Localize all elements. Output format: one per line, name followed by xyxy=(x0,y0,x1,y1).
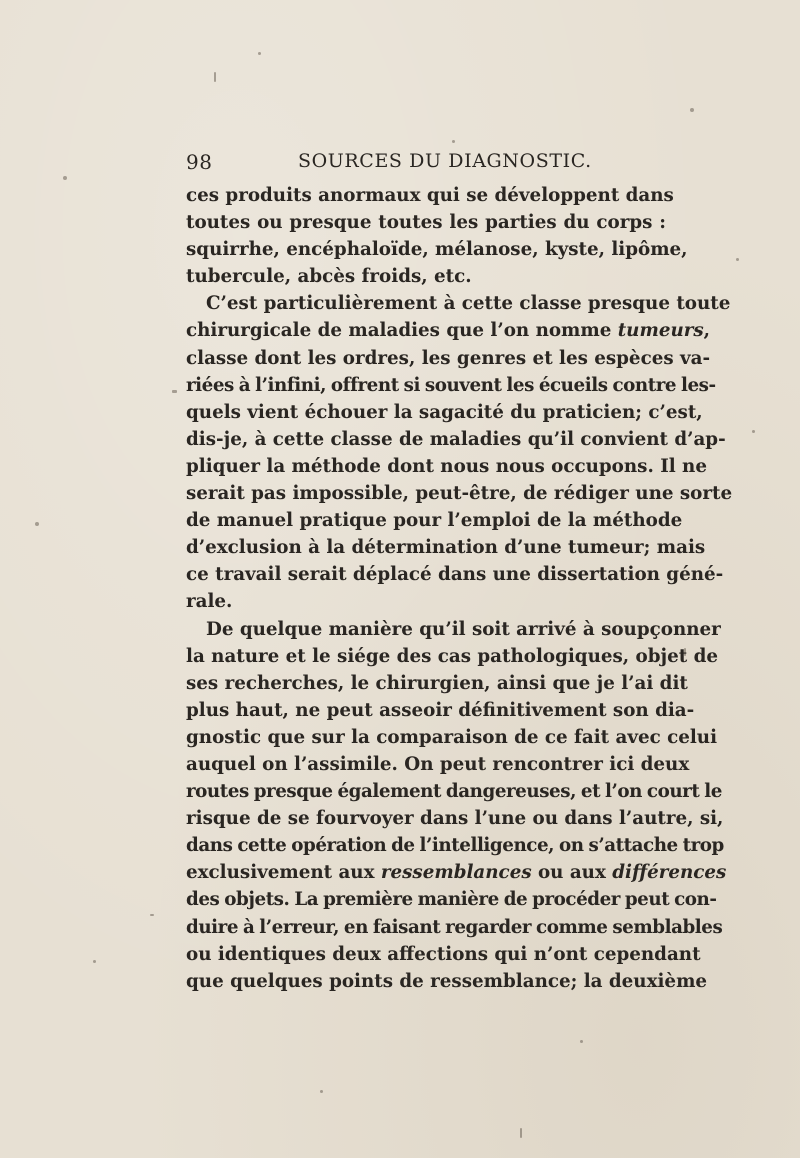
paper-speck xyxy=(736,258,739,261)
italic-term: différences xyxy=(612,862,727,884)
text-line: des objets. La première manière de procéder peut con- xyxy=(186,889,717,911)
text-line: classe dont les ordres, les genres et les espèces va- xyxy=(186,347,711,369)
paper-speck xyxy=(93,960,96,963)
text-line: auquel on l’assimile. On peut rencontrer ici deux xyxy=(186,753,690,775)
running-head-title: SOURCES DU DIAGNOSTIC. xyxy=(298,150,592,172)
paper-speck xyxy=(35,522,39,526)
page-number: 98 xyxy=(186,150,213,174)
text-line: riées à l’infini, offrent si souvent les écueils contre les- xyxy=(186,374,716,396)
italic-term: tumeurs xyxy=(617,320,704,342)
paper-speck xyxy=(258,52,261,55)
paragraph-first-line: De quelque manière qu’il soit arrivé à soupçonner xyxy=(206,618,721,640)
text-line: pliquer la méthode dont nous nous occupons. Il ne xyxy=(186,455,707,477)
text-line: la nature et le siége des cas pathologiques, objet de xyxy=(186,645,718,667)
text-line: routes presque également dangereuses, et l’on court le xyxy=(186,781,722,803)
text-line: ses recherches, le chirurgien, ainsi que je l’ai dit xyxy=(186,672,688,694)
paper-speck xyxy=(690,108,694,112)
text-line: plus haut, ne peut asseoir définitivement son dia- xyxy=(186,699,695,721)
paper-speck xyxy=(580,1040,583,1043)
italic-term: ressemblances xyxy=(380,862,532,884)
text-line: ces produits anormaux qui se développent dans xyxy=(186,185,674,206)
paper-speck xyxy=(63,176,67,180)
text-line: de manuel pratique pour l’emploi de la méthode xyxy=(186,510,683,532)
paper-speck xyxy=(320,1090,323,1093)
paper-speck xyxy=(214,72,216,82)
text-line: que quelques points de ressemblance; la deuxième xyxy=(186,970,708,992)
text-line: toutes ou presque toutes les parties du corps : xyxy=(186,212,666,234)
text-line: risque de se fourvoyer dans l’une ou dans l’autre, si, xyxy=(186,808,724,830)
paper-speck xyxy=(452,140,455,143)
text-line: chirurgicale de maladies que l’on nomme tumeurs, xyxy=(186,320,711,342)
text-line: squirrhe, encéphaloïde, mélanose, kyste, lipôme, xyxy=(186,239,688,261)
text-line: ce travail serait déplacé dans une dissertation géné- xyxy=(186,564,724,586)
text-line: dis-je, à cette classe de maladies qu’il convient d’ap- xyxy=(186,428,726,450)
running-head xyxy=(186,150,666,178)
body-text xyxy=(186,182,733,995)
text-line: serait pas impossible, peut-être, de rédiger une sorte xyxy=(186,483,733,505)
text-line: dans cette opération de l’intelligence, on s’attache trop xyxy=(186,835,724,857)
text-line: quels vient échouer la sagacité du praticien; c’est, xyxy=(186,401,703,423)
paragraph-first-line: C’est particulièrement à cette classe presque toute xyxy=(206,293,731,315)
paper-speck xyxy=(752,430,755,433)
text-line: ou identiques deux affections qui n’ont cependant xyxy=(186,943,701,965)
paper-speck xyxy=(150,914,154,916)
text-line: rale. xyxy=(186,591,233,613)
text-line: d’exclusion à la détermination d’une tumeur; mais xyxy=(186,537,706,559)
text-line: duire à l’erreur, en faisant regarder comme semblables xyxy=(186,916,723,938)
text-line: tubercule, abcès froids, etc. xyxy=(186,266,472,288)
text-line: exclusivement aux ressemblances ou aux différences xyxy=(186,862,727,884)
paper-speck xyxy=(172,390,177,393)
paper-speck xyxy=(520,1128,522,1138)
text-line: gnostic que sur la comparaison de ce fait avec celui xyxy=(186,726,718,748)
